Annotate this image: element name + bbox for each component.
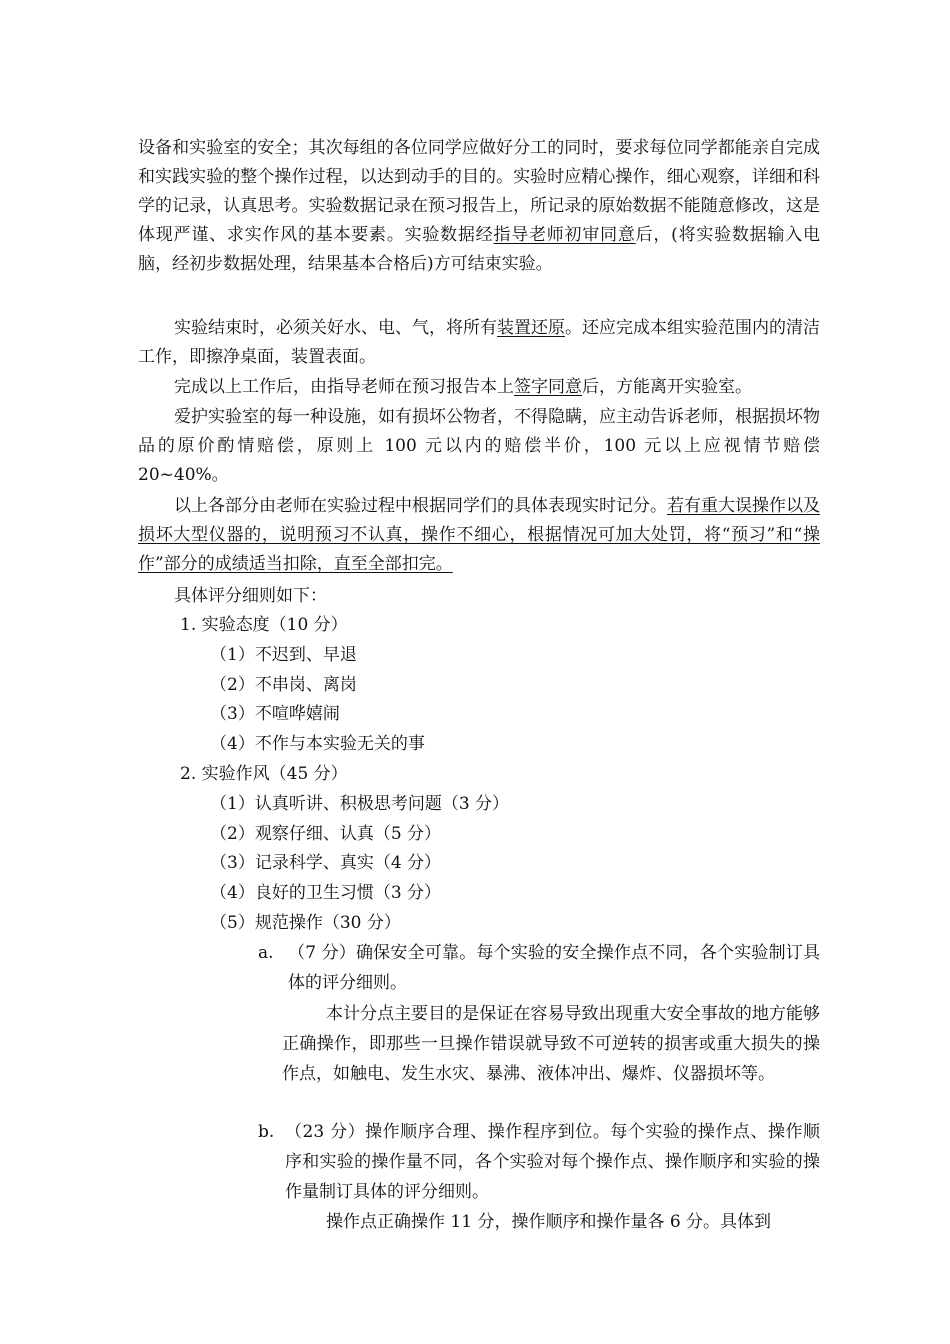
underlined-text-instructor-review: 指导老师初审同意 <box>493 225 636 245</box>
paragraph-scoring-penalty <box>138 492 820 579</box>
section-attitude <box>138 611 820 760</box>
paragraph-sign-off <box>138 373 820 402</box>
list-item: （3）记录科学、真实（4 分） <box>210 853 442 874</box>
paragraph-end-of-experiment <box>138 314 820 372</box>
sub-item-a <box>138 939 820 1089</box>
sub-item-note: 本计分点主要目的是保证在容易导致出现重大安全事故的地方能够正确操作，即那些一旦操作错误就导致不可逆转的损害或重大损失的操作点，如触电、发生水灾、暴沸、液体冲出、爆炸、仪器损坏等。 <box>282 1003 820 1084</box>
list-item: （4）良好的卫生习惯（3 分） <box>210 883 442 904</box>
text-run: 设备和实验室的安全；其次每组的各位同学应做好分工的同时，要求每位同学都能亲自完成和实践实验的整个操作过程，以达到动手的目的。实验时应精心操作，细心观察，详细和科学的记录，认真思考。实验数据记录在预习报告上，所记录的原始数据不能随意修改，这是体现严谨、求实作风的基本要素。实验数据经 <box>138 138 820 245</box>
sub-item-b <box>138 1118 820 1237</box>
paragraph-text <box>138 492 820 579</box>
sub-item-text <box>138 939 820 999</box>
sub-item-note: 操作点正确操作 11 分，操作顺序和操作量各 6 分。具体到 <box>326 1212 772 1233</box>
sub-item-label: b. <box>258 1122 275 1142</box>
underlined-text-signature: 签字同意 <box>514 377 582 397</box>
underlined-text-restore-apparatus: 装置还原 <box>497 318 565 338</box>
paragraph-text <box>138 134 820 279</box>
text-run: 实验结束时，必须关好水、电、气，将所有 <box>174 318 497 338</box>
list-item: （2）观察仔细、认真（5 分） <box>210 823 442 844</box>
paragraph-text: 具体评分细则如下： <box>174 586 327 606</box>
paragraph-damage-compensation <box>138 403 820 490</box>
text-run: 后，(将实验数据输入电脑，经初步数据处理，结果基本合格后)方可结束实验。 <box>138 225 820 274</box>
list-item: （3）不喧哗嬉闹 <box>210 704 340 725</box>
list-item: （2）不串岗、离岗 <box>210 674 357 695</box>
sub-item-label: a. <box>258 943 274 963</box>
underlined-text-penalty: 若有重大误操作以及损坏大型仪器的，说明预习不认真，操作不细心，根据情况可加大处罚，将“预习”和“操作”部分的成绩适当扣除，直至全部扣完。 <box>138 496 820 574</box>
text-run: 完成以上工作后，由指导老师在预习报告本上 <box>174 377 514 397</box>
paragraph-safety-and-operation <box>138 134 820 279</box>
paragraph-text <box>138 314 820 372</box>
sub-item-text <box>138 1118 820 1207</box>
text-run: （7 分）确保安全可靠。每个实验的安全操作点不同，各个实验制订具体的评分细则。 <box>288 943 820 993</box>
list-item: （5）规范操作（30 分） <box>210 912 401 933</box>
paragraph-scoring-intro <box>138 582 820 611</box>
text-run: 以上各部分由老师在实验过程中根据同学们的具体表现实时记分。 <box>174 496 667 516</box>
list-item: （4）不作与本实验无关的事 <box>210 734 425 755</box>
section-conduct <box>138 760 820 939</box>
paragraph-text: 爱护实验室的每一种设施，如有损坏公物者，不得隐瞒，应主动告诉老师，根据损坏物品的原价酌情赔偿，原则上 100 元以内的赔偿半价，100 元以上应视情节赔偿 20~40%。 <box>138 407 820 485</box>
text-run: （23 分）操作顺序合理、操作程序到位。每个实验的操作点、操作顺序和实验的操作量不同，各个实验对每个操作点、操作顺序和实验的操作量制订具体的评分细则。 <box>285 1122 820 1202</box>
section-title: 2. 实验作风（45 分） <box>180 764 348 784</box>
section-title: 1. 实验态度（10 分） <box>180 615 348 635</box>
text-run: 后，方能离开实验室。 <box>582 377 752 397</box>
paragraph-text <box>138 373 820 402</box>
list-item: （1）不迟到、早退 <box>210 644 357 665</box>
text-run: 。还应完成本组实验范围内的清洁工作，即擦净桌面，装置表面。 <box>138 318 820 367</box>
list-item: （1）认真听讲、积极思考问题（3 分） <box>210 793 510 814</box>
